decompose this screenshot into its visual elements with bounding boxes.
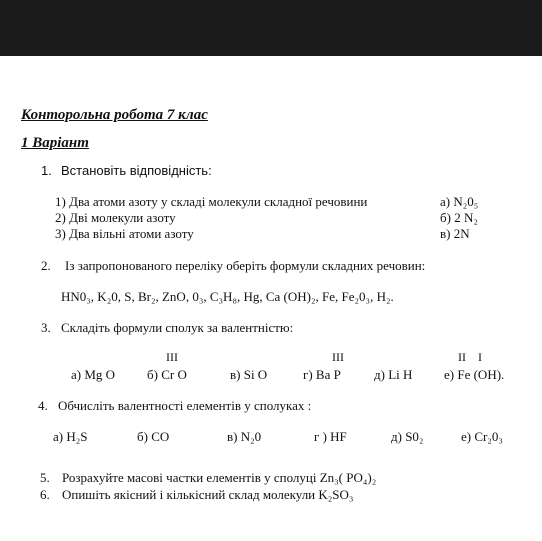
q5-text: Розрахуйте масові частки елементів у сполуці Zn₃( PO₄)₂ (62, 470, 377, 485)
q4-item-c: в) N₂0 (227, 429, 262, 444)
q1-left-item-3: 3) Два вільні атоми азоту (55, 226, 194, 241)
q6-text: Опишіть якісний і кількісний склад молекули K₂SO₃ (62, 487, 354, 502)
q3-text: Складіть формули сполук за валентністю: (61, 320, 294, 335)
q4-item-e: д) S0₂ (391, 429, 424, 444)
q2-formula-list: HN0₃, K₂0, S, Br₂, ZnO, 0₃, C₃H₈, Hg, Ca (OH)₂, Fe, Fe₂0₃, H₂. (61, 289, 394, 304)
document-page (0, 56, 542, 541)
q1-right-item-c: в) 2N (440, 226, 470, 241)
q1-right-item-a: а) N₂0₅ (440, 194, 479, 209)
q1-right-item-b: б) 2 N₂ (440, 210, 478, 225)
q3-item-d: г) Ba P (303, 367, 341, 382)
top-dark-bar (0, 0, 542, 56)
q3-item-f: е) Fe (OH). (444, 367, 505, 382)
q4-item-f: е) Cr₂0₃ (461, 429, 503, 444)
q2-number: 2. (41, 258, 51, 273)
q5-number: 5. (40, 470, 50, 485)
q3-item-e: д) Li H (374, 367, 413, 382)
q4-number: 4. (38, 398, 48, 413)
q4-item-b: б) CO (137, 429, 170, 444)
q2-text: Із запропонованого переліку оберіть формули складних речовин: (65, 258, 426, 273)
q3-valence-e: II I (458, 350, 482, 364)
variant-heading: 1 Варіант (21, 135, 89, 151)
q4-item-a: а) H₂S (53, 429, 88, 444)
q3-item-a: а) Mg O (71, 367, 116, 382)
q3-valence-g: III (332, 350, 344, 364)
q3-number: 3. (41, 320, 51, 335)
q6-number: 6. (40, 487, 50, 502)
q1-number: 1. (41, 163, 52, 178)
document-title: Конторольна робота 7 клас (21, 107, 208, 123)
q1-left-item-1: 1) Два атоми азоту у складі молекули складної речовини (55, 194, 368, 209)
q1-text: Встановіть відповідність: (61, 163, 212, 178)
q4-text: Обчисліть валентності елементів у сполуках : (58, 398, 312, 413)
q1-left-item-2: 2) Дві молекули азоту (55, 210, 176, 225)
q3-valence-b: III (166, 350, 178, 364)
q3-item-b: б) Cr O (147, 367, 187, 382)
q3-item-c: в) Si O (230, 367, 268, 382)
q4-item-d: г ) HF (314, 429, 347, 444)
